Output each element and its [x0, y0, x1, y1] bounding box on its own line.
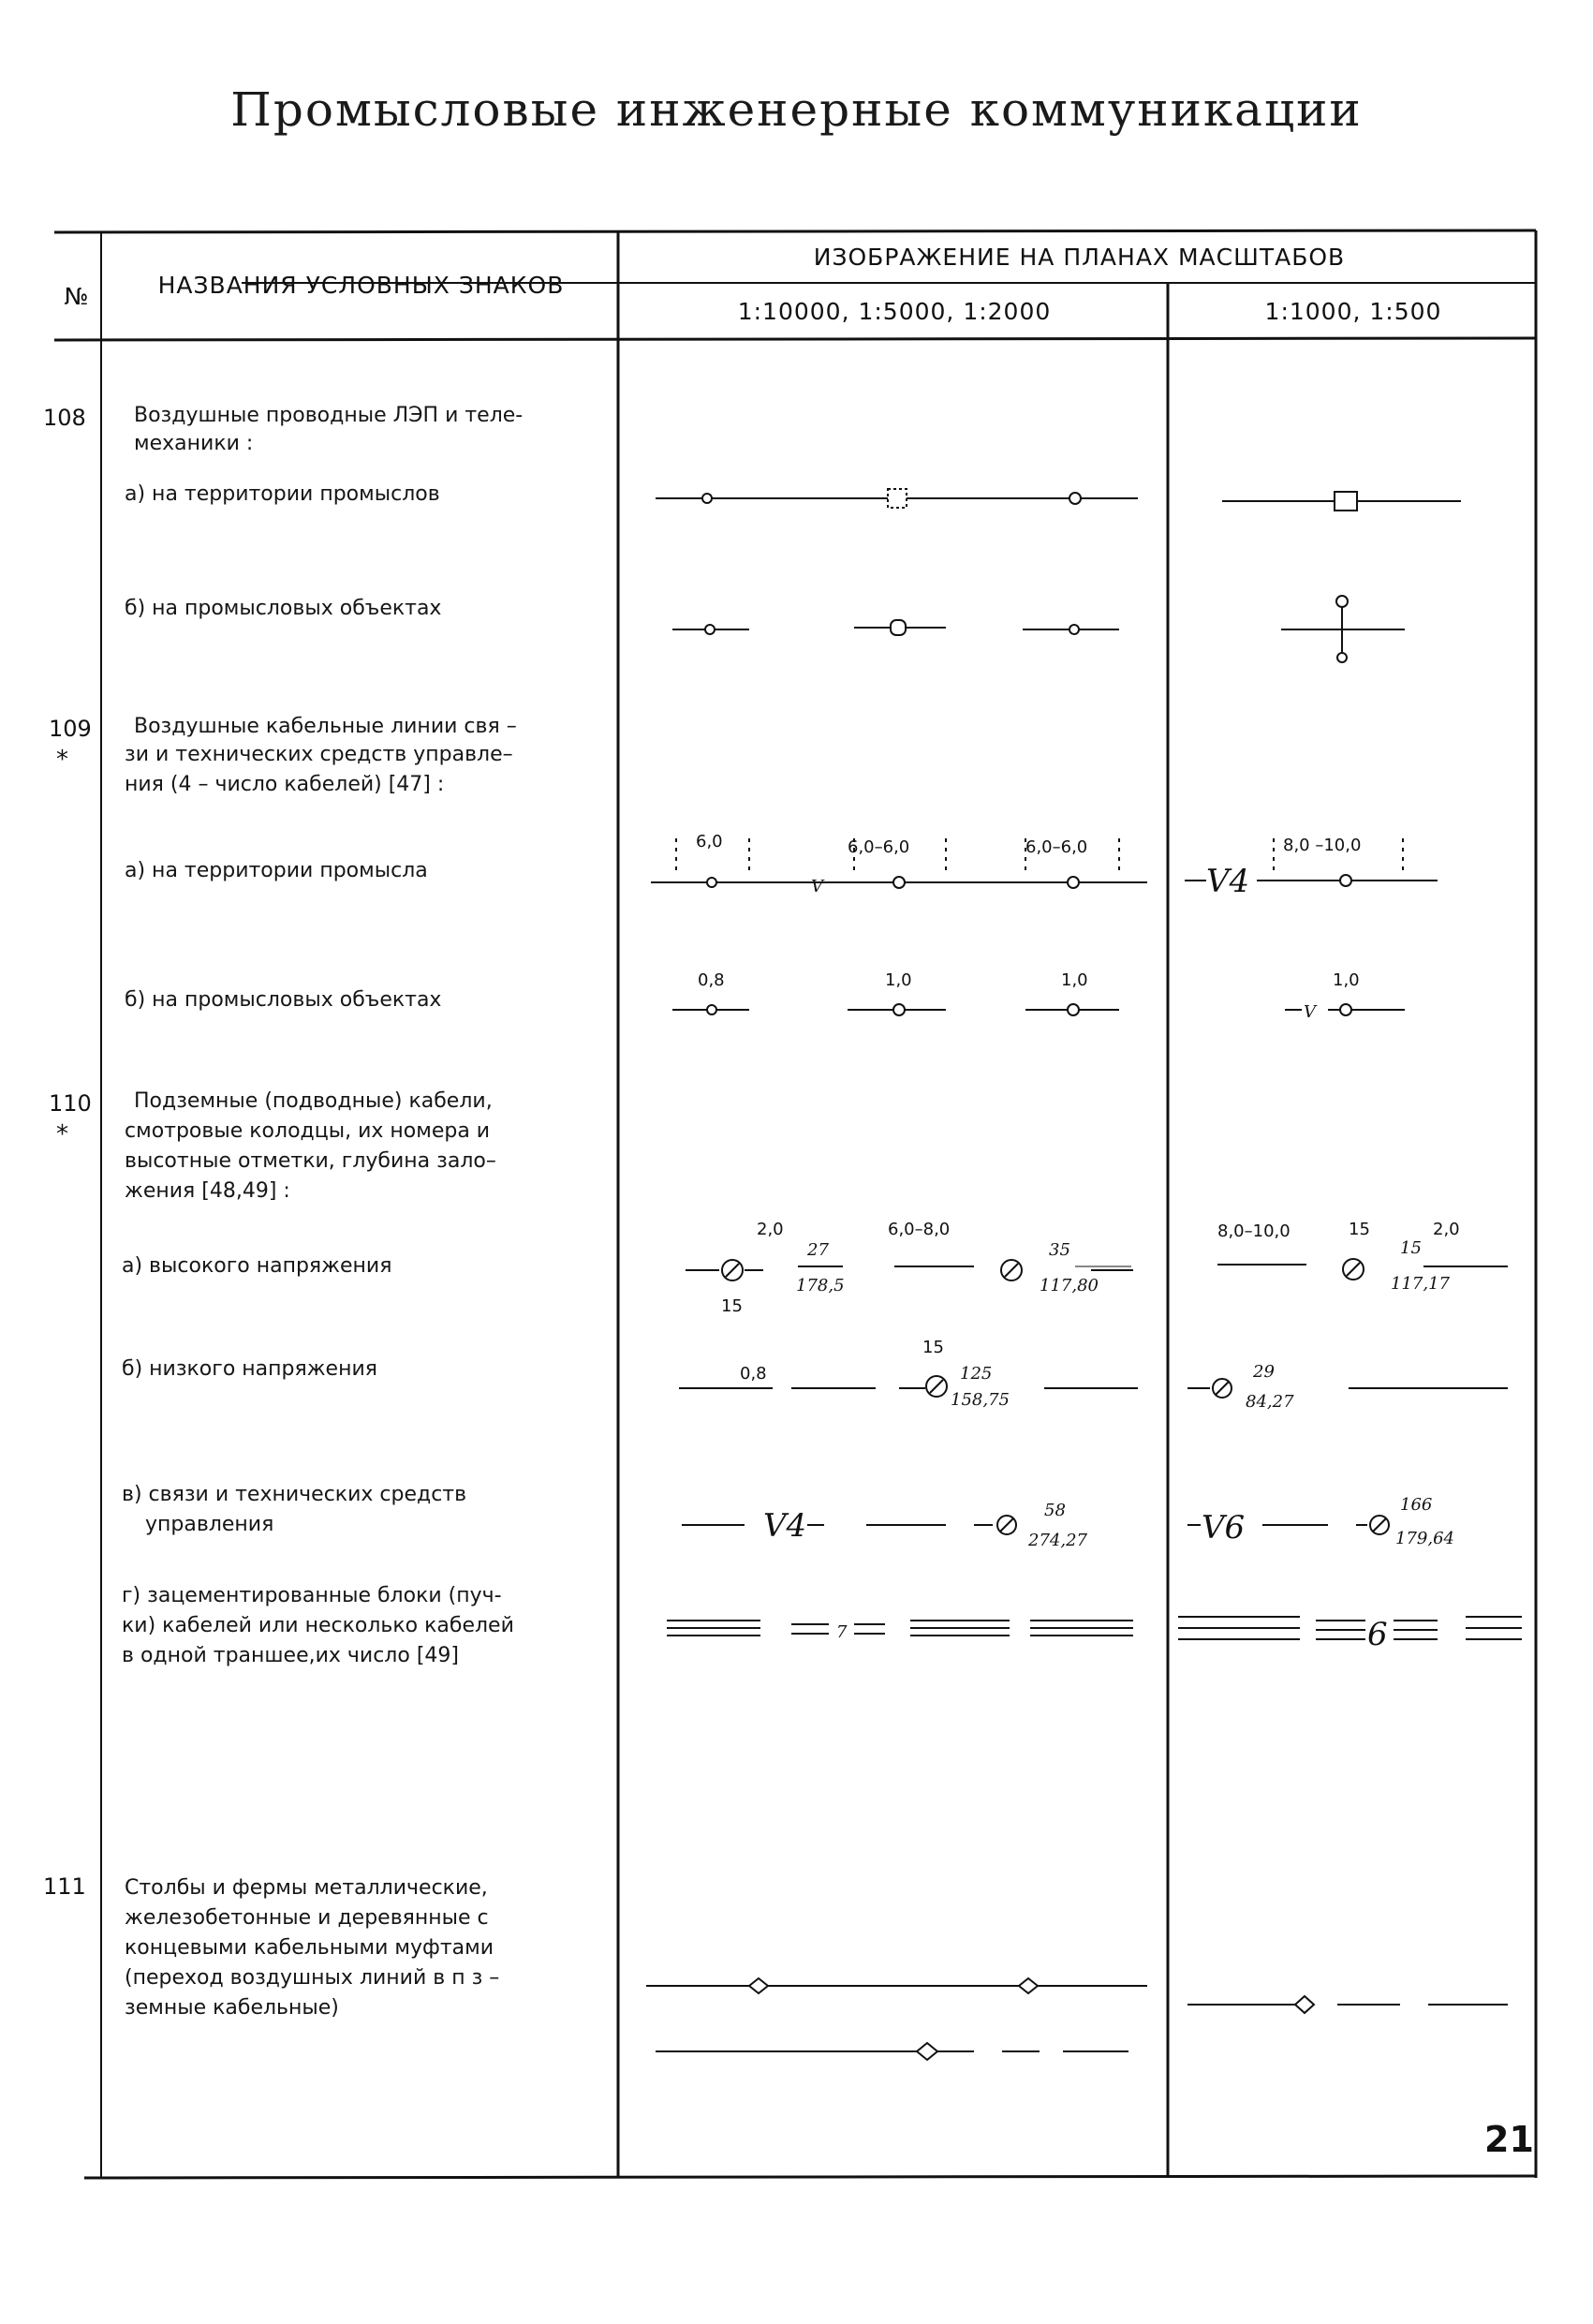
symbol-109b-small [672, 1004, 1119, 1015]
label-109b-1: 0,8 [698, 970, 725, 990]
label-109a-4: 8,0 –10,0 [1283, 836, 1362, 855]
label-110a-11: 15 [1400, 1238, 1422, 1258]
symbol-108a-small [656, 489, 1138, 508]
row-number-109: 109 [49, 716, 92, 742]
label-109a-2: 6,0–6,0 [848, 837, 910, 857]
label-110a-6: 35 [1049, 1240, 1070, 1260]
label-110v-4: V6 [1202, 1509, 1246, 1547]
row-110-title-line-2: смотровые колодцы, их номера и [125, 1119, 491, 1143]
label-110b-6: 84,27 [1246, 1392, 1294, 1412]
label-110v-3: 274,27 [1028, 1531, 1087, 1550]
row-108-title-line-1: Воздушные проводные ЛЭП и теле- [134, 404, 524, 427]
label-109b-v: V [1304, 1002, 1316, 1022]
label-109b-3: 1,0 [1061, 970, 1088, 990]
symbol-110g-large [1178, 1617, 1522, 1639]
row-109-item-a: а) на территории промысла [125, 859, 428, 882]
row-110-item-a: а) высокого напряжения [122, 1254, 392, 1278]
label-110v-2: 58 [1044, 1501, 1066, 1520]
row-110-item-g-line-3: в одной траншее,их число [49] [122, 1644, 459, 1667]
row-110-title-line-3: высотные отметки, глубина зало– [125, 1149, 496, 1173]
label-110a-12: 117,17 [1391, 1274, 1450, 1294]
label-110v-1: V4 [763, 1507, 807, 1545]
symbol-110a-large [1217, 1259, 1508, 1280]
label-110a-2: 15 [721, 1296, 743, 1316]
row-110-item-g-line-2: ки) кабелей или несколько кабелей [122, 1614, 514, 1637]
label-110v-5: 166 [1400, 1495, 1433, 1515]
label-110g-1: 7 [836, 1622, 848, 1642]
symbol-110b-large [1187, 1379, 1508, 1398]
row-108-title-line-2: механики : [134, 432, 254, 455]
symbol-111-large [1187, 1996, 1508, 2013]
label-110b-1: 0,8 [740, 1364, 767, 1384]
header-image: ИЗОБРАЖЕНИЕ НА ПЛАНАХ МАСШТАБОВ [813, 244, 1346, 271]
symbol-110g-small [667, 1621, 1133, 1636]
row-111-title-line-1: Столбы и фермы металлические, [125, 1876, 488, 1900]
label-110b-2: 15 [922, 1338, 944, 1357]
label-110a-4: 178,5 [796, 1276, 845, 1295]
table-bottom-border [84, 2176, 1536, 2178]
label-109a-3: 6,0–6,0 [1025, 837, 1088, 857]
label-109b-2: 1,0 [885, 970, 912, 990]
label-110v-6: 179,64 [1395, 1529, 1454, 1548]
page-title: Промысловые инженерные коммуникации [230, 82, 1363, 137]
row-110-title-line-1: Подземные (подводные) кабели, [134, 1089, 493, 1113]
label-110a-3: 27 [807, 1240, 829, 1260]
row-star-110: * [56, 1120, 68, 1148]
label-110a-10: 2,0 [1433, 1220, 1460, 1239]
symbol-111-small [646, 1978, 1147, 2060]
row-110-item-b: б) низкого напряжения [122, 1357, 378, 1381]
row-110-item-v-line-1: в) связи и технических средств [122, 1483, 467, 1506]
row-109-title-line-3: ния (4 – число кабелей) [47] : [125, 773, 445, 796]
row-109-item-b: б) на промысловых объектах [125, 988, 442, 1012]
row-star-109: * [56, 746, 68, 774]
symbol-108b-small [672, 620, 1119, 635]
row-109-title-line-1: Воздушные кабельные линии свя – [134, 715, 517, 738]
symbol-108b-large [1281, 596, 1405, 662]
label-109a-v: V [811, 877, 823, 896]
table-top-border [54, 230, 1536, 232]
label-110b-3: 125 [960, 1364, 993, 1384]
label-110a-9: 15 [1349, 1220, 1370, 1239]
row-110-item-v-line-2: управления [145, 1513, 274, 1536]
label-110a-8: 8,0–10,0 [1217, 1221, 1291, 1241]
label-109a-v4: V4 [1206, 863, 1250, 900]
page-number: 21 [1484, 2119, 1534, 2160]
symbol-110v-small [682, 1516, 1016, 1534]
row-110-title-line-4: жения [48,49] : [125, 1179, 290, 1203]
label-109a-1: 6,0 [696, 832, 723, 851]
row-110-item-g-line-1: г) зацементированные блоки (пуч- [122, 1584, 502, 1607]
header-scale-small: 1:10000, 1:5000, 1:2000 [737, 298, 1052, 325]
label-110a-1: 2,0 [757, 1220, 784, 1239]
label-109b-4: 1,0 [1333, 970, 1360, 990]
row-109-title-line-2: зи и технических средств управле– [125, 743, 513, 766]
label-110a-5: 6,0–8,0 [888, 1220, 951, 1239]
row-111-title-line-2: железобетонные и деревянные с [125, 1906, 489, 1930]
header-names: НАЗВАНИЯ УСЛОВНЫХ ЗНАКОВ [157, 272, 565, 299]
label-110b-4: 158,75 [951, 1390, 1010, 1410]
header-bottom-rule [54, 338, 1536, 340]
row-111-title-line-3: концевыми кабельными муфтами [125, 1936, 494, 1960]
row-number-110: 110 [49, 1090, 92, 1117]
header-scale-large: 1:1000, 1:500 [1264, 298, 1442, 325]
label-110g-2: 6 [1367, 1616, 1388, 1653]
header-no: № [64, 283, 90, 310]
row-108-item-b: б) на промысловых объектах [125, 597, 442, 620]
label-110a-7: 117,80 [1040, 1276, 1099, 1295]
label-110b-5: 29 [1253, 1362, 1275, 1382]
row-number-111: 111 [43, 1873, 86, 1900]
row-number-108: 108 [43, 405, 86, 431]
row-111-title-line-4: (переход воздушных линий в п з – [125, 1966, 500, 1990]
row-108-item-a: а) на территории промыслов [125, 482, 440, 506]
symbol-108a-large [1222, 492, 1461, 511]
row-111-title-line-5: земные кабельные) [125, 1996, 339, 2020]
